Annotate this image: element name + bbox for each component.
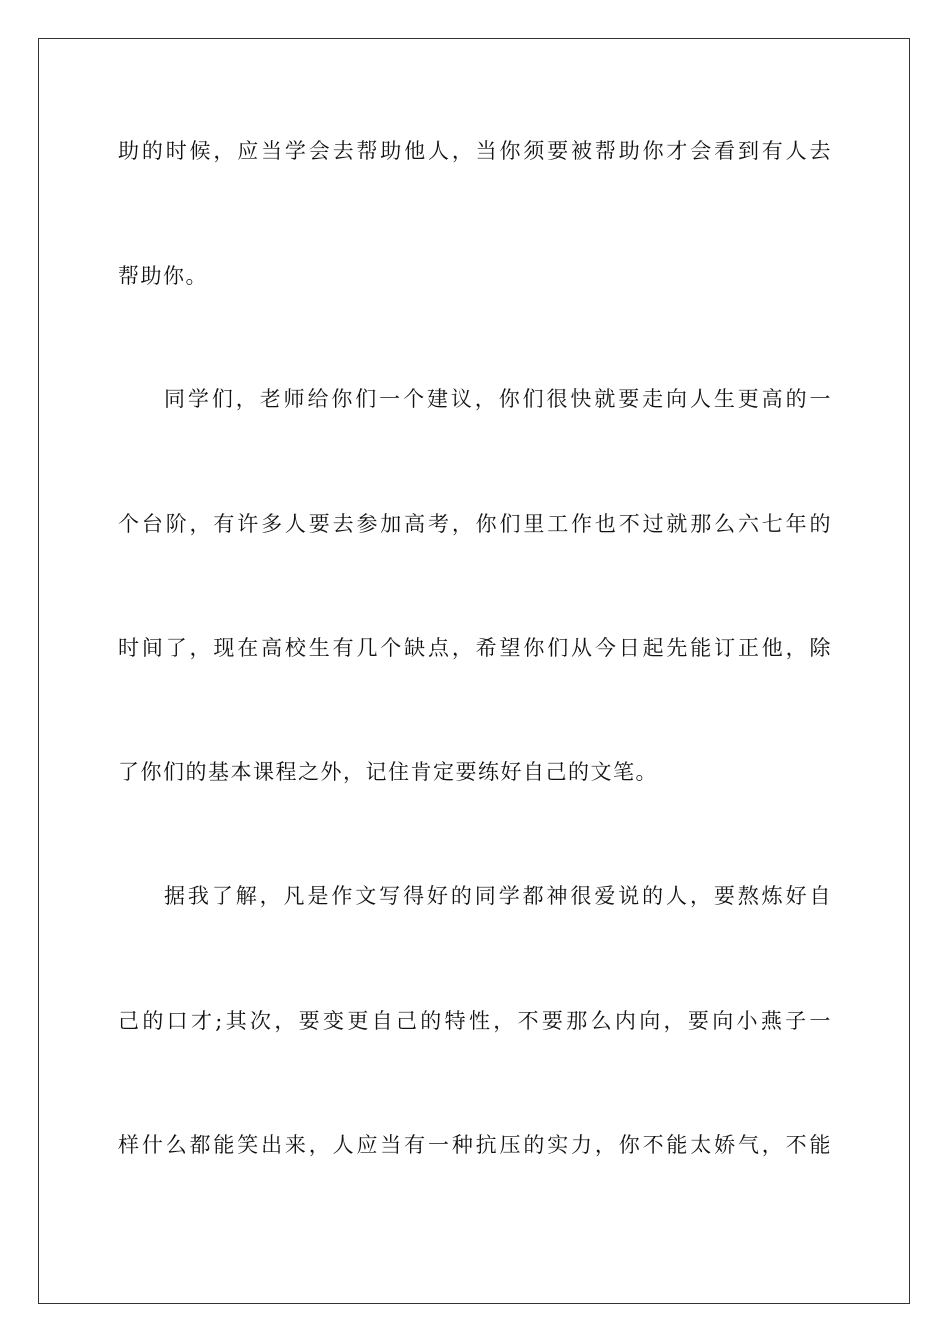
paragraph-line: 个台阶，有许多人要去参加高考，你们里工作也不过就那么六七年的	[118, 512, 832, 536]
paragraph-line: 己的口才;其次，要变更自己的特性，不要那么内向，要向小燕子一	[118, 1009, 832, 1033]
paragraph-line: 助的时候，应当学会去帮助他人，当你须要被帮助你才会看到有人去	[118, 139, 832, 163]
paragraph-first-line: 同学们，老师给你们一个建议，你们很快就要走向人生更高的一	[164, 387, 832, 411]
paragraph-line: 帮助你。	[118, 264, 208, 288]
page-border	[38, 38, 910, 1304]
paragraph-first-line: 据我了解，凡是作文写得好的同学都神很爱说的人，要熬炼好自	[164, 884, 832, 908]
paragraph-line: 时间了，现在高校生有几个缺点，希望你们从今日起先能订正他，除	[118, 636, 832, 660]
paragraph-line: 样什么都能笑出来，人应当有一种抗压的实力，你不能太娇气，不能	[118, 1133, 832, 1157]
paragraph-line: 了你们的基本课程之外，记住肯定要练好自己的文笔。	[118, 760, 658, 784]
